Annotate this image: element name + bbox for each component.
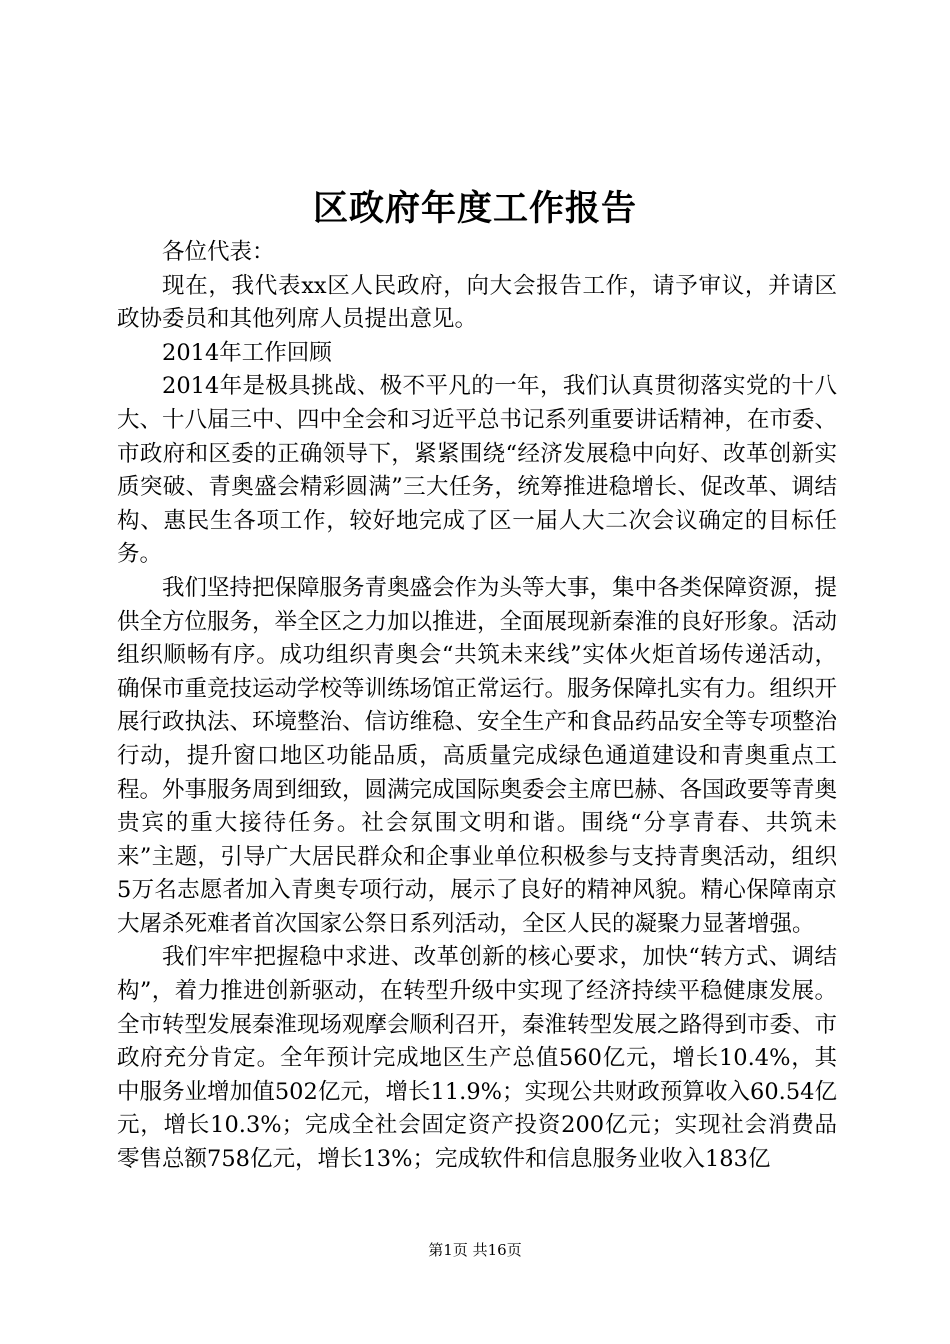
paragraph: 我们牢牢把握稳中求进、改革创新的核心要求，加快“转方式、调结构”，着力推进创新驱动，在转型升级中实现了经济持续平稳健康发展。全市转型发展秦淮现场观摩会顺利召开，秦淮转型发展之路得到市委、市政府充分肯定。全年预计完成地区生产总值560亿元，增长10.4%，其中服务业增加值502亿元，增长11.9%；实现公共财政预算收入60.54亿元，增长10.3%；完成全社会固定资产投资200亿元；实现社会消费品零售总额758亿元，增长13%；完成软件和信息服务业收入183亿: [117, 944, 838, 1173]
paragraph-intro: 现在，我代表xx区人民政府，向大会报告工作，请予审议，并请区政协委员和其他列席人员提出意见。: [117, 272, 837, 333]
paragraph: 2014年是极具挑战、极不平凡的一年，我们认真贯彻落实党的十八大、十八届三中、四中全会和习近平总书记系列重要讲话精神，在市委、市政府和区委的正确领导下，紧紧围绕“经济发展稳中向好、改革创新实质突破、青奥盛会精彩圆满”三大任务，统筹推进稳增长、促改革、调结构、惠民生各项工作，较好地完成了区一届人大二次会议确定的目标任务。: [117, 373, 838, 568]
document-body: [117, 236, 837, 1177]
section-heading: 2014年工作回顾: [162, 339, 332, 366]
paragraph: 我们坚持把保障服务青奥盛会作为头等大事，集中各类保障资源，提供全方位服务，举全区之力加以推进，全面展现新秦淮的良好形象。活动组织顺畅有序。成功组织青奥会“共筑未来线”实体火炬首场传递活动，确保市重竞技运动学校等训练场馆正常运行。服务保障扎实有力。组织开展行政执法、环境整治、信访维稳、安全生产和食品药品安全等专项整治行动，提升窗口地区功能品质，高质量完成绿色通道建设和青奥重点工程。外事服务周到细致，圆满完成国际奥委会主席巴赫、各国政要等青奥贵宾的重大接待任务。社会氛围文明和谐。围绕“分享青春、共筑未来”主题，引导广大居民群众和企事业单位积极参与支持青奥活动，组织5万名志愿者加入青奥专项行动，展示了良好的精神风貌。精心保障南京大屠杀死难者首次国家公祭日系列活动，全区人民的凝聚力显著增强。: [117, 574, 838, 937]
document-title: 区政府年度工作报告: [312, 188, 637, 229]
paragraph-salutation: 各位代表：: [162, 239, 275, 265]
page-number-footer: 第1页 共16页: [428, 1241, 522, 1259]
